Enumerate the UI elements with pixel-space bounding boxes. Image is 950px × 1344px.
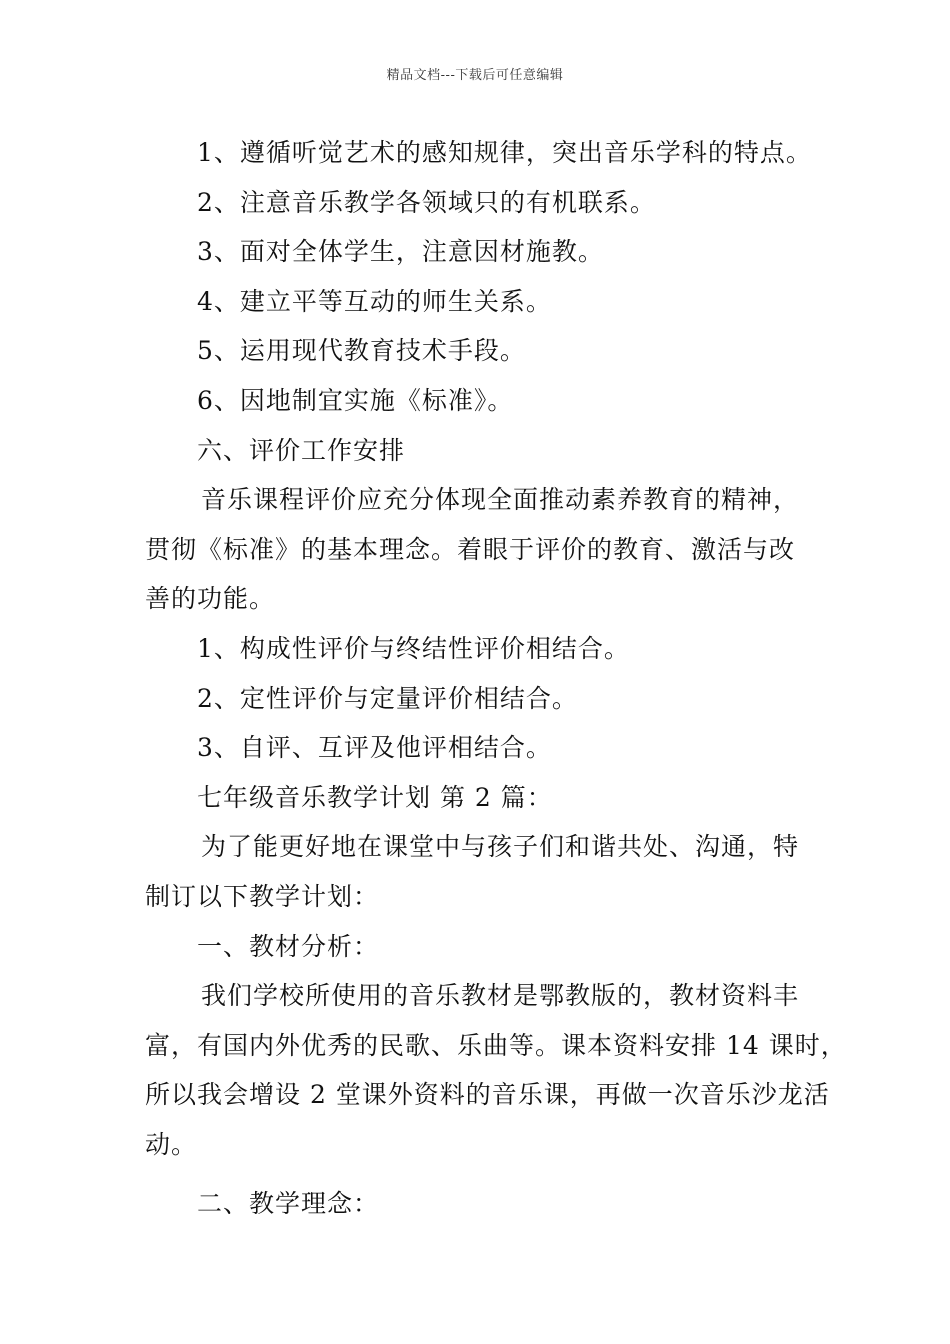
section-heading: 二、教学理念： (197, 1189, 380, 1219)
list-item: 6、因地制宜实施《标准》。 (197, 385, 514, 415)
list-item: 5、运用现代教育技术手段。 (197, 336, 526, 366)
paragraph-line: 所以我会增设 2 堂课外资料的音乐课，再做一次音乐沙龙活 (145, 1080, 830, 1110)
section-heading: 七年级音乐教学计划 第 2 篇： (197, 782, 553, 812)
paragraph-line: 善的功能。 (145, 584, 276, 614)
paragraph-line: 音乐课程评价应充分体现全面推动素养教育的精神， (201, 485, 800, 515)
paragraph-line: 富，有国内外优秀的民歌、乐曲等。课本资料安排 14 课时， (145, 1030, 847, 1060)
document-body (145, 128, 847, 1229)
list-item: 4、建立平等互动的师生关系。 (197, 286, 552, 316)
page-header: 精品文档---下载后可任意编辑 (386, 68, 564, 83)
list-item: 3、面对全体学生，注意因材施教。 (197, 237, 604, 267)
section-heading: 一、教材分析： (197, 931, 380, 961)
paragraph-line: 为了能更好地在课堂中与孩子们和谐共处、沟通，特 (201, 832, 800, 862)
list-item: 2、定性评价与定量评价相结合。 (197, 683, 578, 713)
paragraph-line: 我们学校所使用的音乐教材是鄂教版的，教材资料丰 (201, 981, 800, 1011)
list-item: 1、遵循听觉艺术的感知规律，突出音乐学科的特点。 (197, 138, 812, 167)
list-item: 3、自评、互评及他评相结合。 (197, 733, 552, 763)
section-heading: 六、评价工作安排 (197, 435, 406, 465)
list-item: 1、构成性评价与终结性评价相结合。 (197, 633, 630, 663)
paragraph-line: 制订以下教学计划： (145, 881, 380, 911)
list-item: 2、注意音乐教学各领域只的有机联系。 (197, 187, 656, 217)
paragraph-line: 动。 (145, 1129, 198, 1159)
paragraph-line: 贯彻《标准》的基本理念。着眼于评价的教育、激活与改 (145, 534, 796, 564)
